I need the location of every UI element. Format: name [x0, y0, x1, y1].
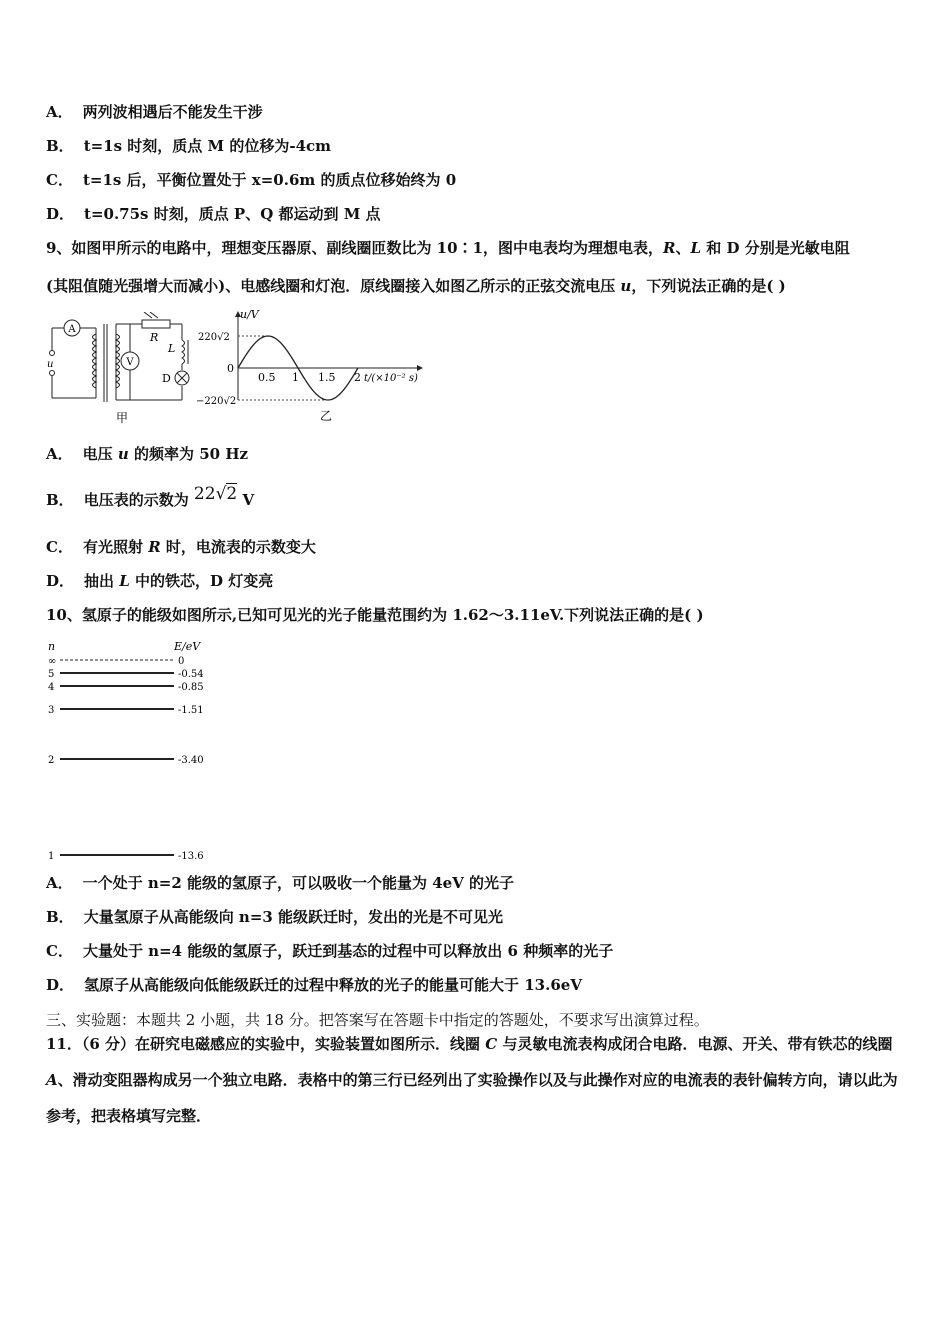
- figure-caption-yi: 乙: [320, 409, 333, 423]
- q11-text-part-2: 与灵敏电流表构成闭合电路．电源、开关、带有铁芯的线圈: [497, 1035, 893, 1053]
- origin-label: 0: [227, 362, 234, 375]
- option-label: D．: [46, 976, 75, 994]
- q10-option-a: [46, 873, 514, 893]
- var-u: u: [117, 445, 129, 463]
- q9-option-b: [46, 484, 255, 510]
- level-n-label: 2: [48, 755, 55, 766]
- var-l: L: [119, 572, 130, 590]
- option-label: A．: [46, 874, 73, 892]
- var-r: R: [662, 239, 676, 257]
- q9-stem-text: 9、如图甲所示的电路中，理想变压器原、副线圈匝数比为 10∶1，图中电表均为理想电表，: [46, 239, 663, 257]
- q8-option-c: [46, 170, 456, 190]
- option-text: 抽出: [84, 572, 120, 590]
- level-n-label: ∞: [48, 656, 57, 667]
- q9-option-c: [46, 537, 316, 557]
- level-n-label: 3: [48, 705, 55, 716]
- q9-option-a: [46, 444, 248, 464]
- option-label: C．: [46, 538, 73, 556]
- section-3-heading: 三、实验题：本题共 2 小题，共 18 分。把答案写在答题卡中指定的答题处，不要求写出演算过程。: [46, 1011, 709, 1029]
- option-text: 的频率为 50 Hz: [128, 445, 249, 463]
- x-tick-1-5: 1.5: [318, 371, 336, 384]
- option-label: A．: [46, 103, 73, 121]
- option-text: 时，电流表的示数变大: [160, 538, 316, 556]
- option-label: D．: [46, 572, 75, 590]
- n-header: n: [48, 640, 56, 653]
- level-n-label: 1: [48, 851, 55, 862]
- q9-stem-line-1: [46, 238, 850, 258]
- var-r: R: [148, 538, 161, 556]
- option-text: 氢原子从高能级向低能级跃迁的过程中释放的光子的能量可能大于 13.6eV: [84, 976, 582, 994]
- var-l: L: [690, 239, 702, 257]
- q8-option-b: [46, 136, 331, 156]
- resistor-r-label: R: [150, 331, 159, 344]
- figure-caption-jia: 甲: [116, 411, 129, 425]
- inductor-l-label: L: [168, 342, 176, 355]
- option-text: t=1s 时刻，质点 M 的位移为-4cm: [83, 137, 332, 155]
- option-label: D．: [46, 205, 75, 223]
- energy-header: E/eV: [174, 640, 201, 653]
- y-axis-label: u/V: [240, 308, 259, 321]
- q9-stem-tail: 和 D 分别是光敏电阻: [701, 239, 850, 257]
- option-text: t=1s 后，平衡位置处于 x=0.6m 的质点位移始终为 0: [82, 171, 457, 189]
- option-label: C．: [46, 171, 73, 189]
- level-n-label: 5: [48, 669, 55, 680]
- option-label: B．: [46, 137, 74, 155]
- q9-stem-text: (其阻值随光强增大而减小)、电感线圈和灯泡．原线圈接入如图乙所示的正弦交流电压: [46, 277, 621, 295]
- sqrt-symbol: √: [215, 484, 227, 504]
- option-text: 中的铁芯，D 灯变亮: [129, 572, 274, 590]
- q10-option-c: [46, 941, 613, 961]
- option-text: 电压表的示数为: [83, 491, 194, 509]
- option-text: 大量氢原子从高能级向 n=3 能级跃迁时，发出的光是不可见光: [83, 908, 504, 926]
- stem-separator: 、: [675, 239, 691, 257]
- x-tick-1: 1: [292, 371, 299, 384]
- q10-stem: 10、氢原子的能级如图所示,已知可见光的光子能量范围约为 1.62～3.11eV.下列说法正确的是( ): [46, 606, 704, 624]
- var-u: u: [620, 277, 632, 295]
- option-text: 两列波相遇后不能发生干涉: [82, 103, 263, 121]
- option-label: B．: [46, 491, 74, 509]
- q11-text: [46, 1026, 908, 1134]
- option-label: B．: [46, 908, 74, 926]
- q8-option-d: [46, 204, 381, 224]
- level-energy-label: 0: [178, 656, 185, 667]
- voltage-graph-yi: [196, 308, 428, 428]
- option-text: 有光照射: [82, 538, 149, 556]
- level-energy-label: -0.54: [178, 669, 204, 680]
- level-energy-label: -3.40: [178, 755, 204, 766]
- level-energy-label: -13.6: [178, 851, 204, 862]
- option-text: t=0.75s 时刻，质点 P、Q 都运动到 M 点: [84, 205, 381, 223]
- q10-option-b: [46, 907, 503, 927]
- option-label: A．: [46, 445, 73, 463]
- var-c: C: [485, 1035, 498, 1053]
- circuit-diagram-jia: [44, 312, 194, 428]
- q11-text-part-3: 、滑动变阻器构成另一个独立电路．表格中的第三行已经列出了实验操作以及与此操作对应的电流表的表针偏转方向，请以此为参考，把表格填写完整．: [46, 1071, 898, 1125]
- option-text: 大量处于 n=4 能级的氢原子，跃迁到基态的过程中可以释放出 6 种频率的光子: [82, 942, 614, 960]
- level-energy-label: -1.51: [178, 705, 204, 716]
- option-text: 电压: [82, 445, 118, 463]
- option-text: 一个处于 n=2 能级的氢原子，可以吸收一个能量为 4eV 的光子: [82, 874, 515, 892]
- option-label: C．: [46, 942, 73, 960]
- voltmeter-label: V: [126, 357, 134, 368]
- var-a: A: [46, 1071, 58, 1089]
- y-max-label: 220√2: [198, 332, 230, 343]
- q9-stem-line-2: [46, 276, 786, 296]
- source-u-label: u: [47, 359, 54, 370]
- energy-level-diagram: [44, 636, 224, 866]
- x-axis-label: t/(×10⁻² s): [364, 373, 418, 384]
- reading-number: 22: [193, 484, 216, 504]
- q9-stem-tail: ，下列说法正确的是( ): [631, 277, 786, 295]
- voltmeter-reading: [194, 484, 237, 504]
- reading-radicand: 2: [226, 484, 238, 504]
- x-tick-2: 2: [354, 371, 361, 384]
- ammeter-label: A: [68, 324, 76, 335]
- x-tick-0-5: 0.5: [258, 371, 276, 384]
- y-min-label: −220√2: [196, 396, 237, 407]
- lamp-d-label: D: [162, 372, 171, 385]
- q10-option-d: [46, 975, 582, 995]
- level-energy-label: -0.85: [178, 682, 204, 693]
- q9-option-d: [46, 571, 273, 591]
- reading-unit: V: [237, 491, 255, 509]
- q11-text-part-1: 11．（6 分）在研究电磁感应的实验中，实验装置如图所示．线圈: [46, 1035, 486, 1053]
- level-n-label: 4: [48, 682, 55, 693]
- q8-option-a: [46, 102, 263, 122]
